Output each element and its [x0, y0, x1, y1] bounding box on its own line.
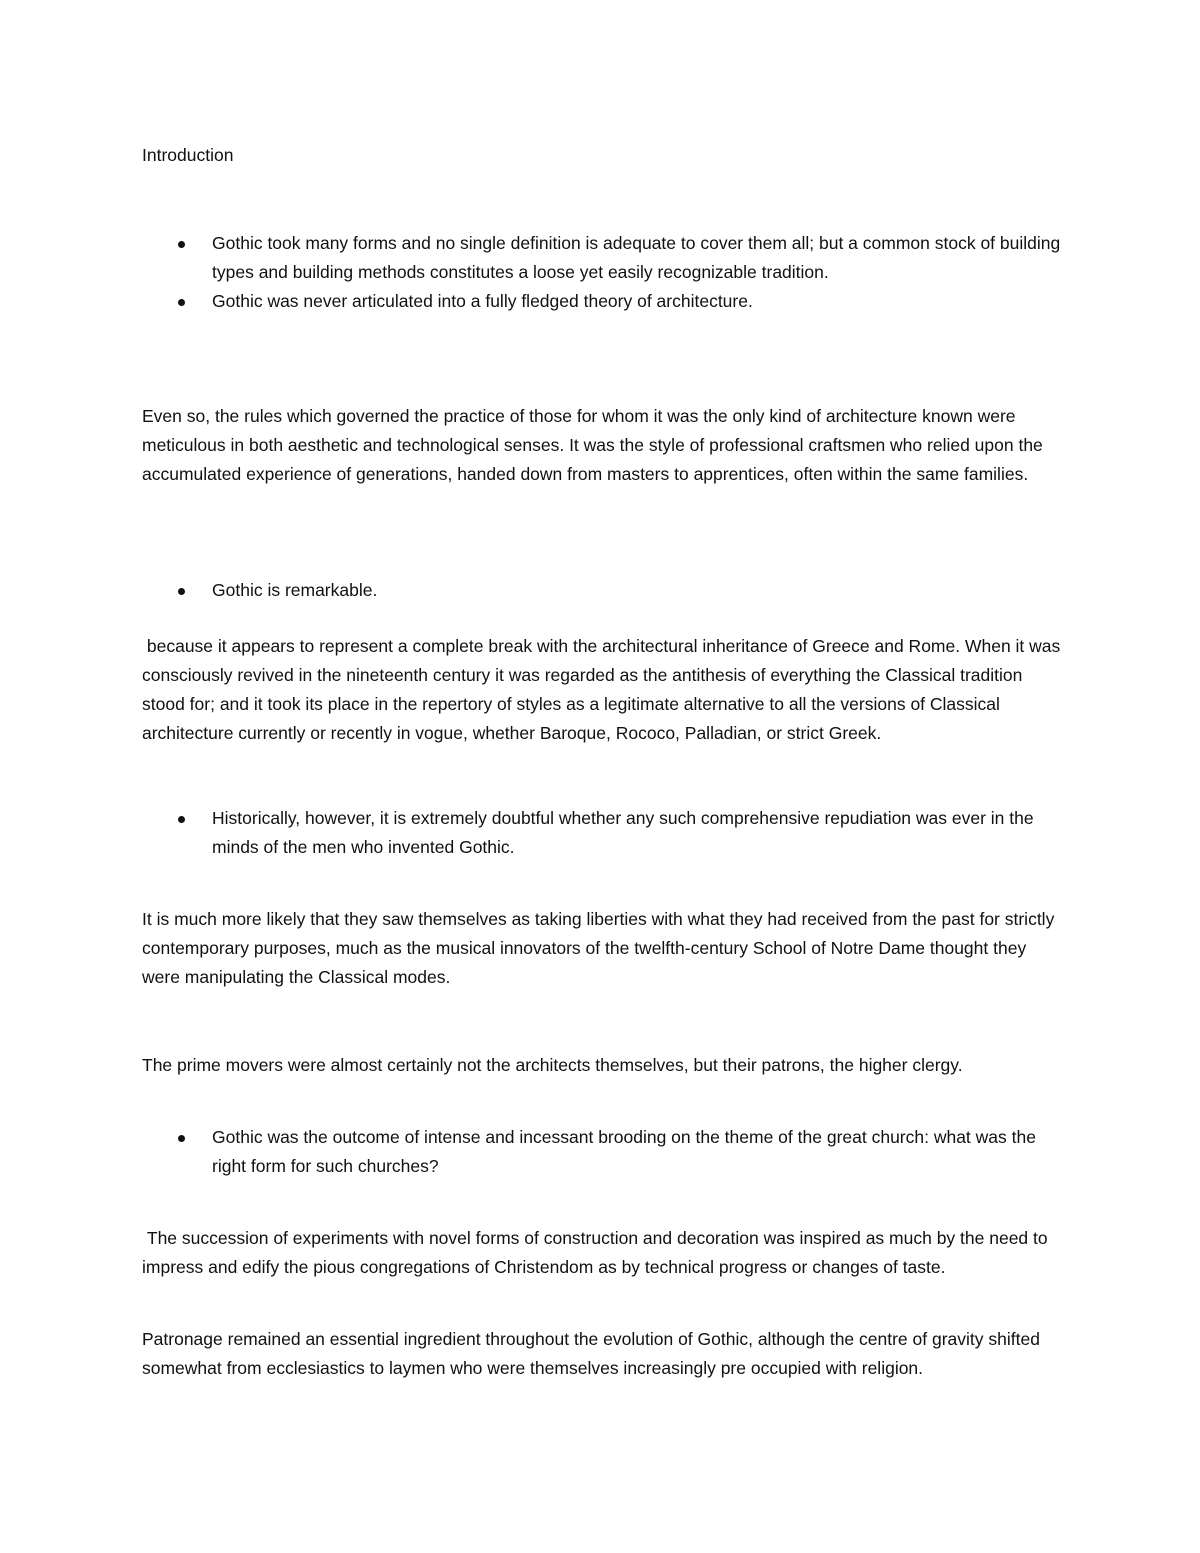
bullet-list-4: [142, 1123, 1062, 1181]
paragraph-4: The prime movers were almost certainly not the architects themselves, but their patrons, the higher clergy.: [142, 1055, 963, 1075]
bullet-icon: [178, 816, 185, 823]
paragraph-3: It is much more likely that they saw themselves as taking liberties with what they had received from the past for strictly contemporary purposes, much as the musical innovators of the twelfth-century School of Notre Dame thought they were manipulating the Classical modes.: [142, 909, 1055, 987]
bullet-item: [142, 576, 1062, 605]
heading-introduction: Introduction: [142, 145, 234, 165]
bullet-text: Historically, however, it is extremely doubtful whether any such comprehensive repudiation was ever in the minds of the men who invented Gothic.: [212, 808, 1034, 857]
bullet-icon: [178, 588, 185, 595]
bullet-text: Gothic took many forms and no single definition is adequate to cover them all; but a common stock of building types and building methods constitutes a loose yet easily recognizable tradition.: [212, 233, 1061, 282]
bullet-item: [142, 804, 1062, 862]
bullet-list-3: [142, 804, 1062, 862]
bullet-list-2: [142, 576, 1062, 605]
paragraph-1: Even so, the rules which governed the practice of those for whom it was the only kind of architecture known were meticulous in both aesthetic and technological senses. It was the style of professional craftsmen who relied upon the accumulated experience of generations, handed down from masters to apprentices, often within the same families.: [142, 406, 1043, 484]
paragraph-5: The succession of experiments with novel forms of construction and decoration was inspired as much by the need to impress and edify the pious congregations of Christendom as by technical progress or changes of taste.: [142, 1228, 1053, 1277]
bullet-text: Gothic was the outcome of intense and incessant brooding on the theme of the great church: what was the right form for such churches?: [212, 1127, 1036, 1176]
bullet-item: [142, 287, 1062, 316]
bullet-item: [142, 229, 1062, 287]
bullet-icon: [178, 1135, 185, 1142]
bullet-list-1: [142, 229, 1062, 316]
paragraph-6: Patronage remained an essential ingredient throughout the evolution of Gothic, although the centre of gravity shifted somewhat from ecclesiastics to laymen who were themselves increasingly pre occupied with religion.: [142, 1329, 1040, 1378]
bullet-text: Gothic is remarkable.: [212, 580, 378, 600]
bullet-text: Gothic was never articulated into a fully fledged theory of architecture.: [212, 291, 753, 311]
bullet-icon: [178, 241, 185, 248]
bullet-item: [142, 1123, 1062, 1181]
paragraph-2: because it appears to represent a complete break with the architectural inheritance of Greece and Rome. When it was consciously revived in the nineteenth century it was regarded as the antithesis of everything the Classical tradition stood for; and it took its place in the repertory of styles as a legitimate alternative to all the versions of Classical architecture currently or recently in vogue, whether Baroque, Rococo, Palladian, or strict Greek.: [142, 636, 1066, 743]
bullet-icon: [178, 299, 185, 306]
